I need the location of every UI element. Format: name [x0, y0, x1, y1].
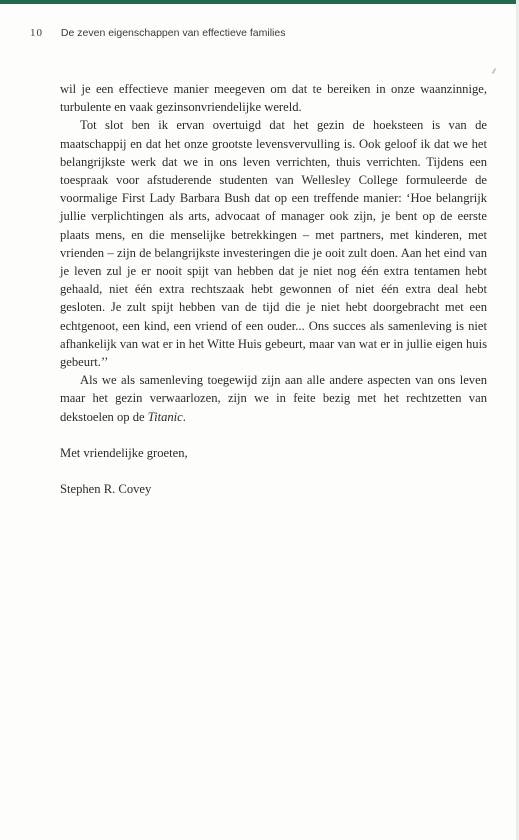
- paper-speck: [492, 68, 497, 74]
- closing-line: Met vriendelijke groeten,: [60, 445, 188, 460]
- spacer: [60, 462, 487, 480]
- body-text: [60, 80, 487, 498]
- paragraph-2: Tot slot ben ik ervan overtuigd dat het gezin de hoeksteen is van de maatschappij en dat het onze grootste levensvervulling is. Ook geloof ik dat we het belangrijkste werk dat we in ons leven verrichten, thuis verrichten. Tijdens een toespraak voor afstuderende studenten van Wellesley College formuleerde de voormalige First Lady Barbara Bush dat op een treffende manier: ‘Hoe belangrijk jullie verplichtingen als arts, advocaat of manager ook zijn, je bent op de eerste plaats mens, en die menselijke betrekkingen – met partners, met kinderen, met vrienden – zijn de belangrijkste investeringen die je ooit zult doen. Aan het eind van je leven zul je er nooit spijt van hebben dat je niet nog één extra tentamen hebt gehaald, niet één extra rechtszaak hebt gewonnen of niet één extra deal hebt gesloten. Je zult spijt hebben van de tijd die je niet hebt doorgebracht met een echtgenoot, een kind, een vriend of een ouder... Ons succes als samenleving is niet afhankelijk van wat er in het Witte Huis gebeurt, maar van wat er in jullie eigen huis gebeurt.’’: [60, 118, 487, 370]
- signature-name: Stephen R. Covey: [60, 482, 152, 497]
- paragraph-3: [60, 371, 487, 426]
- paragraph-3-text: Als we als samenleving toegewijd zijn aan alle andere aspecten van ons leven maar het gezin verwaarlozen, zijn we in feite bezig met het rechtzetten van dekstoelen op de: [60, 373, 487, 424]
- page-number: 10: [30, 27, 43, 39]
- running-header: [30, 27, 490, 39]
- top-edge-rule: [0, 0, 519, 4]
- titanic-italic: Titanic: [147, 409, 183, 424]
- paragraph-1: wil je een effectieve manier meegeven om dat te bereiken in onze waanzinnige, turbulente en vaak gezinsonvriendelijke wereld.: [60, 82, 487, 115]
- running-title: De zeven eigenschappen van effectieve families: [60, 27, 286, 39]
- spacer: [60, 426, 487, 444]
- paragraph-3-end: .: [182, 409, 186, 424]
